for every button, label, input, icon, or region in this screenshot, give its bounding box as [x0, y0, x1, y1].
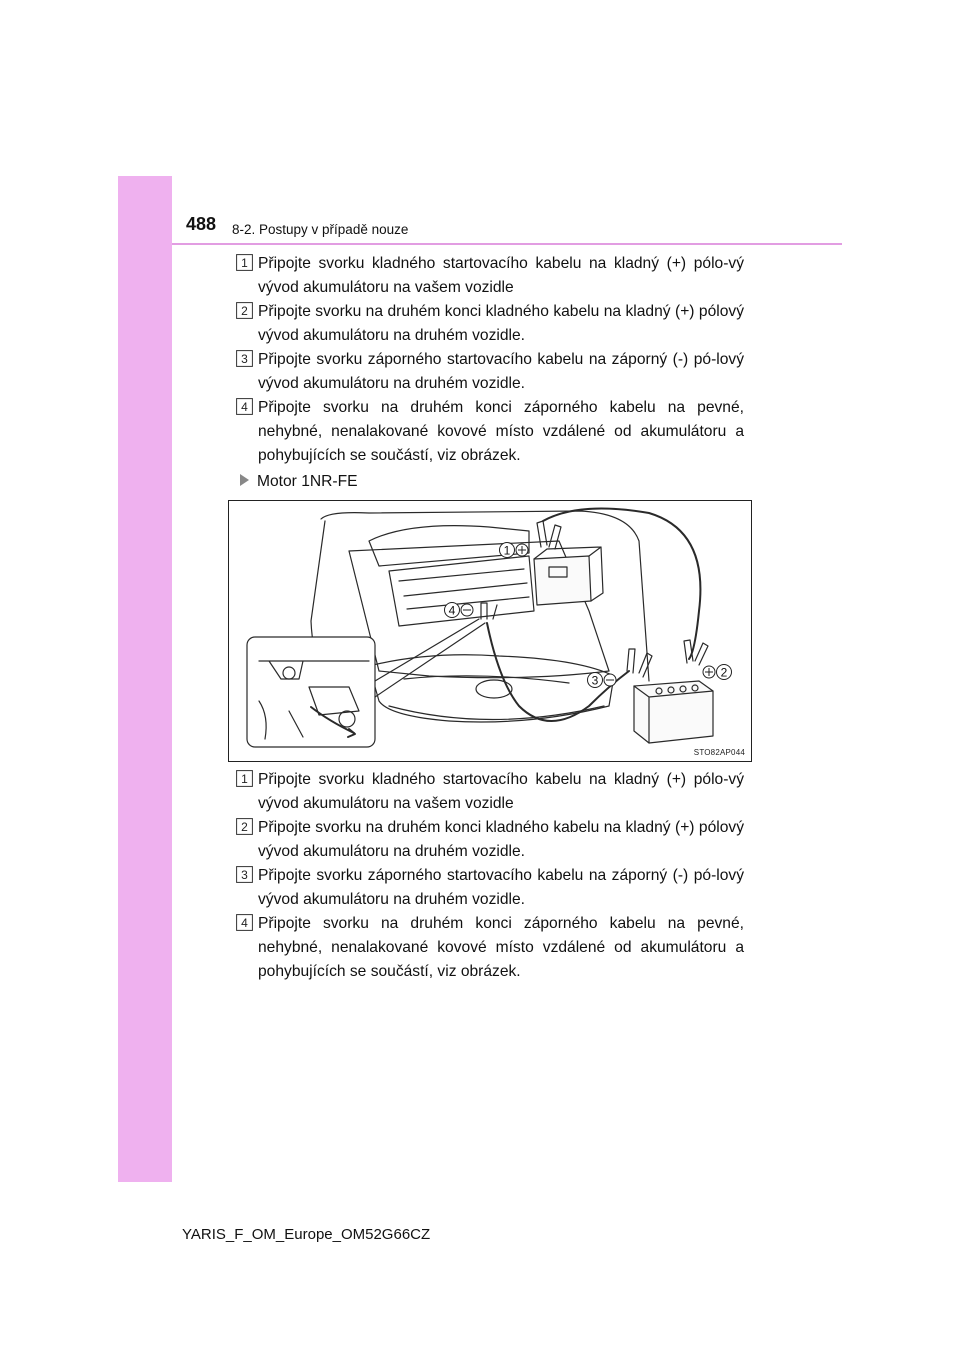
svg-text:2: 2 — [720, 665, 728, 680]
callout-4-ground-point — [445, 603, 474, 618]
page-number: 488 — [186, 214, 217, 234]
clamp-positive-donor — [684, 640, 708, 665]
step-text: Připojte svorku na druhém konci záporného kabelu na pevné, nehybné, nenalakované kovové místo vzdálené od akumulátoru a pohybujících se součástí, viz obrázek. — [258, 399, 744, 464]
step-number-icon — [236, 914, 253, 931]
engine-variant-text: Motor 1NR-FE — [257, 473, 358, 490]
document-footer-id: YARIS_F_OM_Europe_OM52G66CZ — [182, 1226, 431, 1243]
step-number-icon — [236, 302, 253, 319]
svg-text:4: 4 — [241, 916, 248, 930]
svg-text:3: 3 — [591, 673, 599, 688]
step-number-icon — [236, 398, 253, 415]
step-number-icon — [236, 254, 253, 271]
svg-text:2: 2 — [241, 304, 248, 318]
callout-2-positive-donor — [703, 665, 732, 680]
own-battery — [534, 556, 591, 605]
svg-text:1: 1 — [241, 256, 248, 270]
svg-text:2: 2 — [241, 820, 248, 834]
svg-text:3: 3 — [241, 868, 248, 882]
engine-block — [389, 556, 534, 626]
step-text: Připojte svorku na druhém konci záporného kabelu na pevné, nehybné, nenalakované kovové místo vzdálené od akumulátoru a pohybujících se součástí, viz obrázek. — [258, 915, 744, 980]
figure-code: STO82AP044 — [693, 748, 745, 757]
step-text: Připojte svorku záporného startovacího kabelu na záporný (-) pó-lový vývod akumulátoru na druhém vozidle. — [258, 351, 744, 392]
step-number-icon — [236, 350, 253, 367]
svg-text:3: 3 — [241, 352, 248, 366]
step-text: Připojte svorku záporného startovacího kabelu na záporný (-) pó-lový vývod akumulátoru na druhém vozidle. — [258, 867, 744, 908]
svg-text:4: 4 — [448, 603, 456, 618]
step-number-icon — [236, 818, 253, 835]
step-text: Připojte svorku kladného startovacího kabelu na kladný (+) pólo-vý vývod akumulátoru na vašem vozidle — [258, 771, 744, 812]
step-text: Připojte svorku kladného startovacího kabelu na kladný (+) pólo-vý vývod akumulátoru na vašem vozidle — [258, 255, 744, 296]
chapter-sidebar-tab — [118, 176, 172, 1182]
svg-text:4: 4 — [241, 400, 248, 414]
callout-3-negative-donor — [588, 673, 617, 688]
engine-variant-label — [240, 470, 358, 494]
header-divider — [172, 243, 842, 245]
svg-text:1: 1 — [503, 543, 511, 558]
section-title: 8-2. Postupy v případě nouze — [232, 222, 409, 237]
step-number-icon — [236, 770, 253, 787]
clamp-positive-own — [537, 521, 561, 549]
jump-start-illustration — [228, 500, 752, 762]
callout-1-positive-own — [500, 543, 529, 558]
step-text: Připojte svorku na druhém konci kladného kabelu na kladný (+) pólový vývod akumulátoru na druhém vozidle. — [258, 303, 744, 344]
step-number-icon — [236, 866, 253, 883]
step-text: Připojte svorku na druhém konci kladného kabelu na kladný (+) pólový vývod akumulátoru na druhém vozidle. — [258, 819, 744, 860]
bullet-arrow-icon — [240, 474, 249, 486]
svg-text:1: 1 — [241, 772, 248, 786]
